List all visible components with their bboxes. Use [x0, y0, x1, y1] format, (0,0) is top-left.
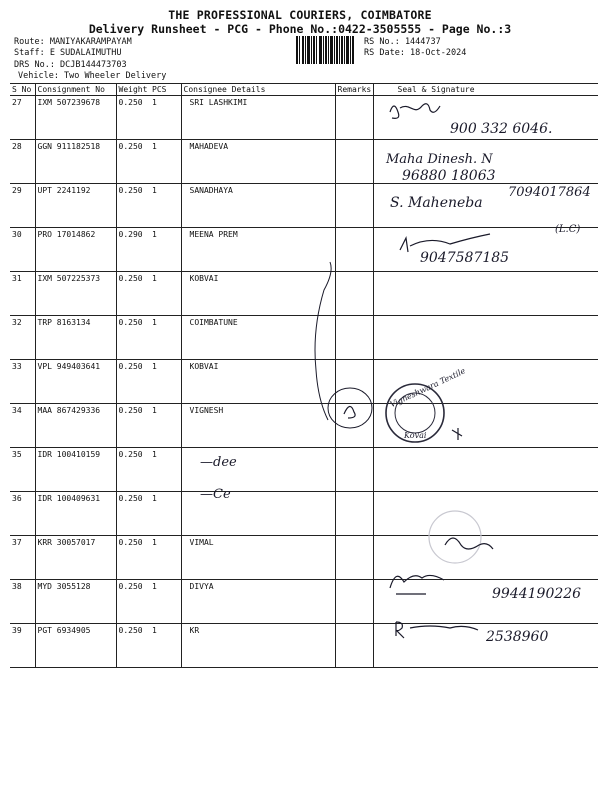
row-signature: [373, 536, 598, 580]
row-consignment: PGT 6934905: [35, 624, 116, 668]
row-signature: [373, 360, 598, 404]
row-consignee: MEENA PREM: [181, 228, 335, 272]
row-remarks: [335, 360, 373, 404]
col-weight: Weight: [116, 84, 150, 96]
row-sno: 36: [10, 492, 35, 536]
row-consignee: DIVYA: [181, 580, 335, 624]
row-weight: 0.250: [116, 536, 150, 580]
table-row: [10, 624, 598, 668]
row-sno: 34: [10, 404, 35, 448]
handwritten-mark-35: —dee: [200, 455, 237, 470]
table-row: [10, 228, 598, 272]
row-pcs: 1: [150, 448, 181, 492]
row-sno: 38: [10, 580, 35, 624]
handwritten-phone-39: 2538960: [486, 629, 549, 645]
row-weight: 0.250: [116, 140, 150, 184]
row-weight: 0.250: [116, 184, 150, 228]
row-sno: 35: [10, 448, 35, 492]
row-weight: 0.250: [116, 316, 150, 360]
row-pcs: 1: [150, 536, 181, 580]
row-consignment: IDR 100409631: [35, 492, 116, 536]
table-row: [10, 448, 598, 492]
table-row: [10, 492, 598, 536]
row-consignee: COIMBATUNE: [181, 316, 335, 360]
row-signature: [373, 184, 598, 228]
row-consignee: KOBVAI: [181, 272, 335, 316]
row-signature: [373, 492, 598, 536]
row-sno: 30: [10, 228, 35, 272]
row-pcs: 1: [150, 580, 181, 624]
row-remarks: [335, 580, 373, 624]
row-remarks: [335, 448, 373, 492]
runsheet-title: Delivery Runsheet - PCG - Phone No.:0422-3505555 - Page No.:3: [88, 22, 512, 36]
row-weight: 0.250: [116, 448, 150, 492]
staff-info: Staff: E SUDALAIMUTHU: [14, 48, 122, 58]
route-info: Route: MANIYAKARAMPAYAM: [14, 37, 132, 47]
table-row: [10, 184, 598, 228]
table-row: [10, 536, 598, 580]
row-pcs: 1: [150, 272, 181, 316]
row-consignment: MYD 3055128: [35, 580, 116, 624]
handwritten-phone-29: 7094017864: [508, 185, 591, 200]
row-signature: [373, 624, 598, 668]
handwritten-phone-28: 96880 18063: [402, 168, 496, 184]
col-signature: Seal & Signature: [373, 84, 598, 96]
row-remarks: [335, 404, 373, 448]
row-consignment: IDR 100410159: [35, 448, 116, 492]
row-consignee: [181, 448, 335, 492]
row-signature: [373, 404, 598, 448]
barcode-icon: [296, 36, 354, 64]
handwritten-phone-30: 9047587185: [420, 250, 510, 266]
table-row: [10, 96, 598, 140]
row-weight: 0.250: [116, 360, 150, 404]
table-row: [10, 316, 598, 360]
row-consignment: PRO 17014862: [35, 228, 116, 272]
row-pcs: 1: [150, 96, 181, 140]
row-remarks: [335, 624, 373, 668]
row-weight: 0.250: [116, 624, 150, 668]
row-consignment: UPT 2241192: [35, 184, 116, 228]
row-weight: 0.250: [116, 404, 150, 448]
row-signature: [373, 316, 598, 360]
row-consignee: SANADHAYA: [181, 184, 335, 228]
row-remarks: [335, 316, 373, 360]
table-row: [10, 404, 598, 448]
handwritten-phone-38: 9944190226: [492, 586, 582, 602]
row-pcs: 1: [150, 140, 181, 184]
rs-number: RS No.: 1444737: [364, 37, 441, 47]
row-consignee: MAHADEVA: [181, 140, 335, 184]
stamp-text-top: Vigneshwara Textile: [388, 366, 467, 410]
row-remarks: [335, 536, 373, 580]
row-weight: 0.250: [116, 492, 150, 536]
row-consignment: IXM 507239678: [35, 96, 116, 140]
row-signature: [373, 272, 598, 316]
row-remarks: [335, 96, 373, 140]
row-sno: 31: [10, 272, 35, 316]
table-row: [10, 140, 598, 184]
handwritten-phone-27: 900 332 6046.: [450, 121, 553, 137]
row-signature: [373, 140, 598, 184]
handwritten-note-30: (L.C): [555, 224, 581, 235]
handwritten-name-28: Maha Dinesh. N: [386, 152, 493, 167]
table-body: [10, 96, 598, 668]
row-consignment: MAA 867429336: [35, 404, 116, 448]
handwritten-signature-29: S. Maheneba: [390, 195, 483, 211]
row-signature: [373, 228, 598, 272]
row-remarks: [335, 140, 373, 184]
row-signature: [373, 580, 598, 624]
row-consignee: VIGNESH: [181, 404, 335, 448]
row-signature: [373, 96, 598, 140]
row-sno: 27: [10, 96, 35, 140]
row-weight: 0.250: [116, 580, 150, 624]
col-consignee: Consignee Details: [181, 84, 335, 96]
row-consignment: VPL 949403641: [35, 360, 116, 404]
row-consignee: SRI LASHKIMI: [181, 96, 335, 140]
row-sno: 28: [10, 140, 35, 184]
col-pcs: PCS: [150, 84, 181, 96]
row-pcs: 1: [150, 624, 181, 668]
row-pcs: 1: [150, 404, 181, 448]
row-consignment: IXM 507225373: [35, 272, 116, 316]
row-consignee: [181, 492, 335, 536]
handwritten-mark-36: —Ce: [200, 487, 231, 502]
row-consignment: TRP 8163134: [35, 316, 116, 360]
rs-date: RS Date: 18-Oct-2024: [364, 48, 467, 58]
runsheet-table: [10, 83, 598, 668]
row-sno: 39: [10, 624, 35, 668]
row-remarks: [335, 272, 373, 316]
row-weight: 0.250: [116, 272, 150, 316]
table-row: [10, 272, 598, 316]
company-name: THE PROFESSIONAL COURIERS, COIMBATORE: [168, 8, 432, 22]
row-remarks: [335, 184, 373, 228]
row-consignee: KR: [181, 624, 335, 668]
row-consignee: VIMAL: [181, 536, 335, 580]
row-pcs: 1: [150, 228, 181, 272]
stamp-text-bottom: Kovai: [404, 431, 427, 440]
col-sno: S No: [10, 84, 35, 96]
table-row: [10, 580, 598, 624]
table-header-row: [10, 84, 598, 96]
row-consignee: KOBVAI: [181, 360, 335, 404]
row-pcs: 1: [150, 316, 181, 360]
col-remarks: Remarks: [335, 84, 373, 96]
row-remarks: [335, 228, 373, 272]
row-sno: 32: [10, 316, 35, 360]
drs-number: DRS No.: DCJB144473703: [14, 60, 127, 70]
row-sno: 37: [10, 536, 35, 580]
row-weight: 0.290: [116, 228, 150, 272]
row-signature: [373, 448, 598, 492]
row-consignment: KRR 30057017: [35, 536, 116, 580]
row-weight: 0.250: [116, 96, 150, 140]
row-remarks: [335, 492, 373, 536]
row-consignment: GGN 911182518: [35, 140, 116, 184]
row-pcs: 1: [150, 184, 181, 228]
col-consignment: Consignment No: [35, 84, 116, 96]
row-pcs: 1: [150, 360, 181, 404]
row-pcs: 1: [150, 492, 181, 536]
row-sno: 29: [10, 184, 35, 228]
vehicle-info: Vehicle: Two Wheeler Delivery: [18, 71, 167, 81]
row-sno: 33: [10, 360, 35, 404]
table-row: [10, 360, 598, 404]
